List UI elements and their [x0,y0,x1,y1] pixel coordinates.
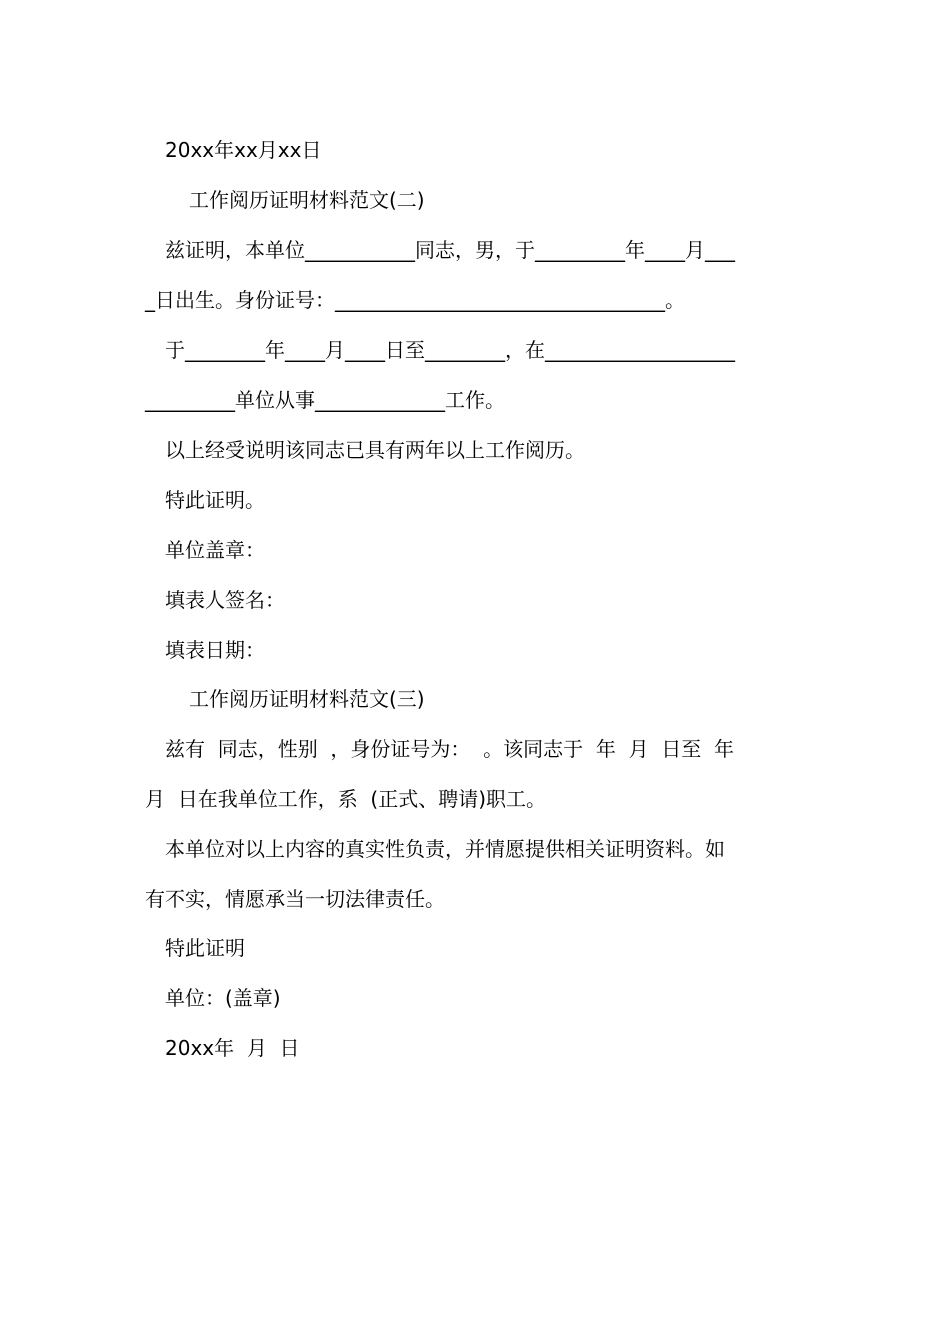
certify-line: 特此证明。 [165,488,265,512]
section-title-2: 工作阅历证明材料范文(二) [189,188,425,212]
unit-seal-line: 单位盖章： [165,538,265,562]
certify-line: 特此证明 [165,936,245,960]
body-line: _________单位从事_____________工作。 [145,388,505,412]
body-line: _日出生。身份证号：_________________________________。 [145,288,685,312]
fill-date-line: 填表日期： [165,638,265,662]
body-line: 月 日在我单位工作，系 (正式、聘请)职工。 [145,787,547,811]
unit-seal-line: 单位：(盖章) [165,986,281,1010]
body-line: 本单位对以上内容的真实性负责，并情愿提供相关证明资料。如 [165,837,725,861]
body-line: 于________年____月____日至________，在___________________ [165,338,735,362]
signer-line: 填表人签名： [165,588,285,612]
body-line: 有不实，情愿承当一切法律责任。 [145,887,445,911]
body-line: 兹有 同志，性别 ，身份证号为： 。该同志于 年 月 日至 年 [165,737,735,761]
section-title-3: 工作阅历证明材料范文(三) [189,687,425,711]
body-line: 以上经受说明该同志已具有两年以上工作阅历。 [165,438,585,462]
body-line: 兹证明，本单位___________同志，男，于_________年____月___ [165,238,735,262]
date-line-top: 20xx年xx月xx日 [165,138,322,162]
date-line-bottom: 20xx年 月 日 [165,1036,300,1060]
